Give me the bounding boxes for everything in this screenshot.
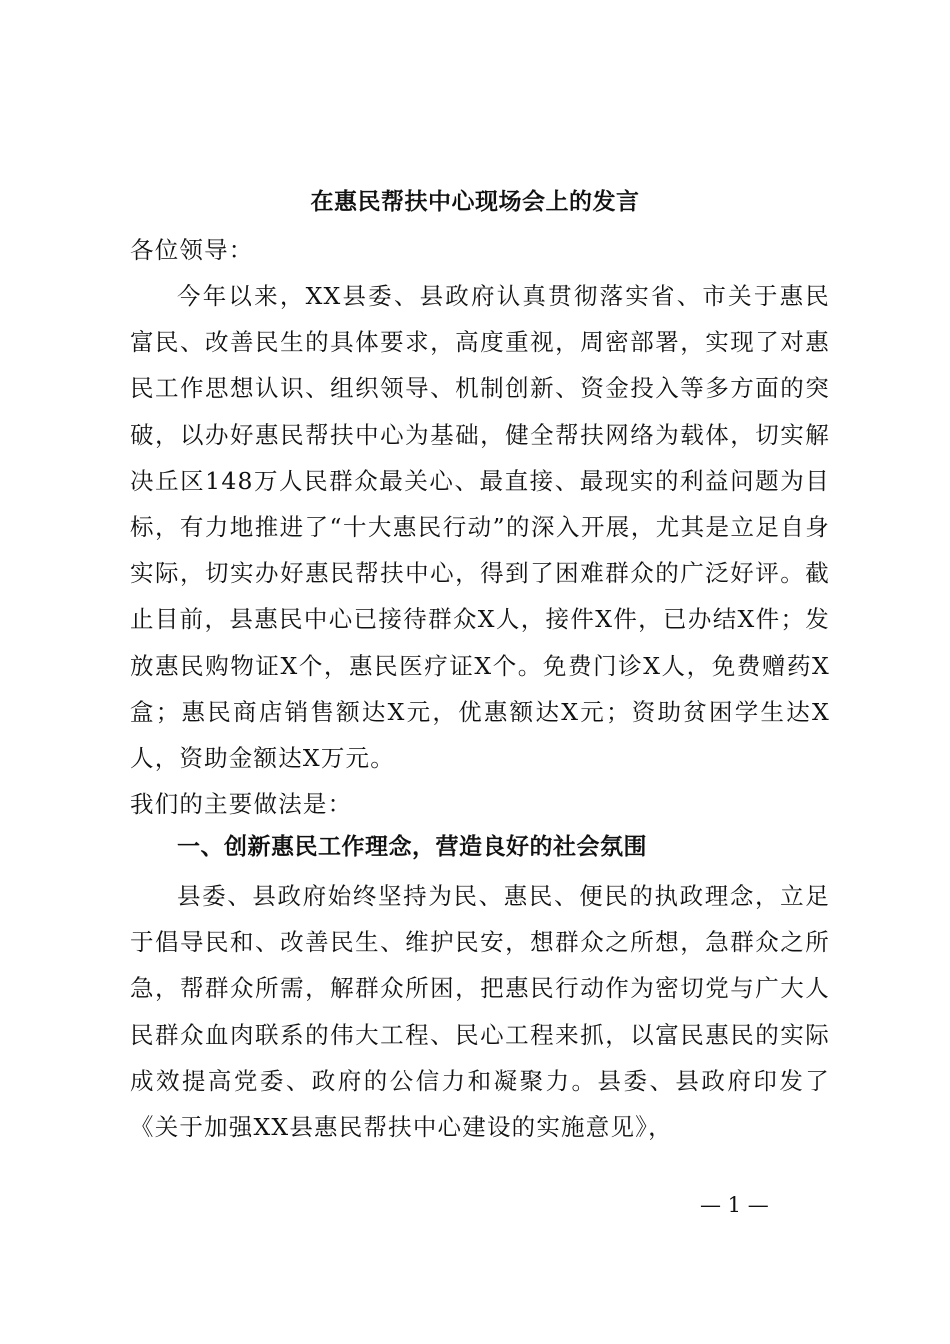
main-practices-lead: 我们的主要做法是： xyxy=(130,790,353,818)
paragraph-section-1: 县委、县政府始终坚持为民、惠民、便民的执政理念，立足于倡导民和、改善民生、维护民安，想群众之所想，急群众之所急，帮群众所需，解群众所困，把惠民行动作为密切党与广大人民群众血肉联系的伟大工程、民心工程来抓，以富民惠民的实际成效提高党委、政府的公信力和凝聚力。县委、县政府印发了《关于加强XX县惠民帮扶中心建设的实施意见》， xyxy=(130,882,830,1142)
page-number: — 1 — xyxy=(700,1193,769,1217)
section-heading-1: 一、创新惠民工作理念，营造良好的社会氛围 xyxy=(177,834,647,860)
salutation: 各位领导： xyxy=(130,236,254,264)
paragraph-intro: 今年以来，XX县委、县政府认真贯彻落实省、市关于惠民富民、改善民生的具体要求，高度重视，周密部署，实现了对惠民工作思想认识、组织领导、机制创新、资金投入等多方面的突破，以办好惠民帮扶中心为基础，健全帮扶网络为载体，切实解决丘区148万人民群众最关心、最直接、最现实的利益问题为目标，有力地推进了“十大惠民行动”的深入开展，尤其是立足自身实际，切实办好惠民帮扶中心，得到了困难群众的广泛好评。截止目前，县惠民中心已接待群众X人，接件X件，已办结X件；发放惠民购物证X个，惠民医疗证X个。免费门诊X人，免费赠药X盒；惠民商店销售额达X元，优惠额达X元；资助贫困学生达X人，资助金额达X万元。 xyxy=(130,282,830,773)
document-title: 在惠民帮扶中心现场会上的发言 xyxy=(310,188,640,215)
